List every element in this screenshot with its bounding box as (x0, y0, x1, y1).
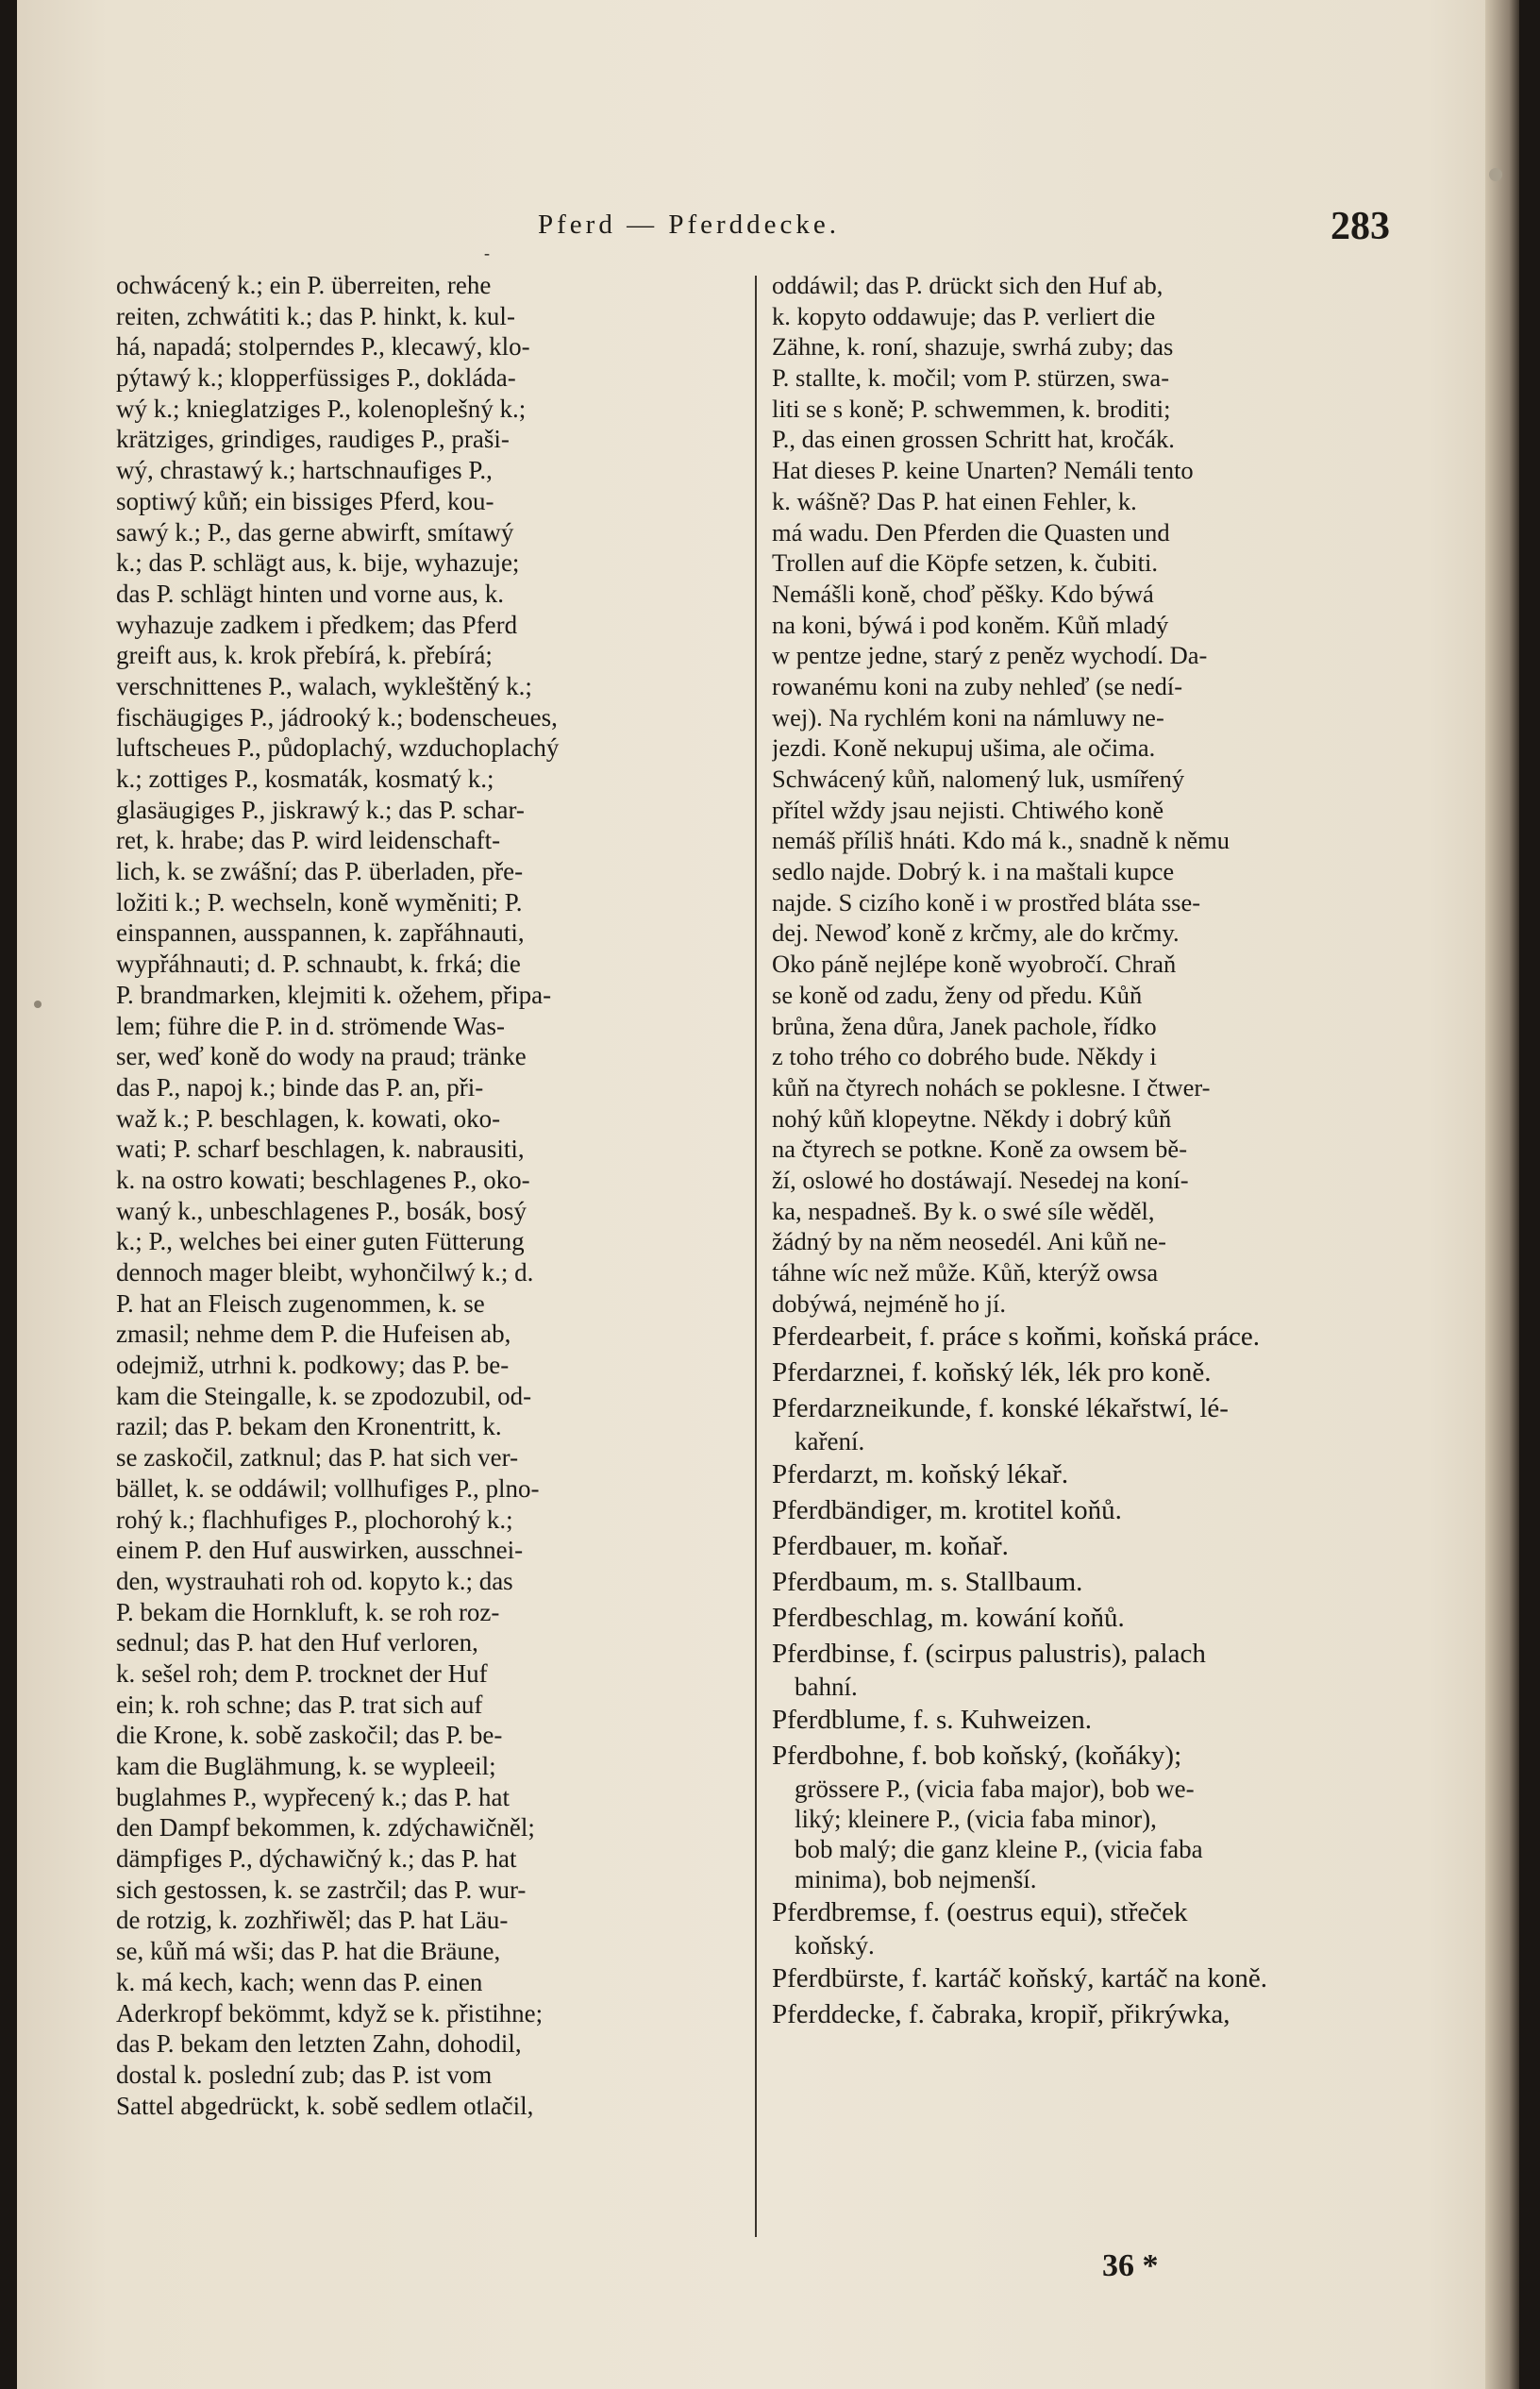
text-line: ží, oslowé ho dostáwají. Nesedej na koní- (772, 1165, 1189, 1194)
text-line: rowanému koni na zuby nehleď (se nedí- (772, 671, 1183, 700)
dictionary-entry (772, 1492, 1404, 1528)
text-line: fischäugiges P., jádrooký k.; bodenscheues, (116, 702, 558, 732)
text-line: rohý k.; flachhufiges P., plochorohý k.; (116, 1505, 513, 1534)
paper-stain (34, 1001, 42, 1008)
entry-headline: Pferdbinse, f. (scirpus palustris), palach (772, 1639, 1206, 1670)
text-line: nohý kůň klopeytne. Někdy i dobrý kůň (772, 1103, 1172, 1133)
text-line: die Krone, k. sobě zaskočil; das P. be- (116, 1721, 503, 1750)
entry-headline: Pferdbeschlag, m. kowání koňů. (772, 1603, 1125, 1634)
page-number: 283 (1331, 205, 1390, 248)
text-line: einspannen, ausspannen, k. zapřáhnauti, (116, 918, 525, 948)
text-line: Aderkropf bekömmt, když se k. přistihne; (116, 1998, 544, 2027)
text-line: k.; das P. schlägt aus, k. bije, wyhazuje; (116, 548, 520, 578)
text-line: verschnittenes P., walach, wykleštěný k.; (116, 671, 532, 700)
text-line: reiten, zchwátiti k.; das P. hinkt, k. kul- (116, 301, 515, 330)
text-line: k.; P., welches bei einer guten Fütterung (116, 1227, 525, 1256)
text-line: zmasil; nehme dem P. die Hufeisen ab, (116, 1320, 511, 1349)
entry-headline: Pferdearbeit, f. práce s koňmi, koňská práce. (772, 1321, 1260, 1353)
text-line: krätziges, grindiges, raudiges P., praši- (116, 425, 510, 454)
text-line: lem; führe die P. in d. strömende Was- (116, 1011, 506, 1040)
text-line: přítel wždy jsau nejisti. Chtiwého koně (772, 795, 1164, 824)
text-line: greift aus, k. krok přebírá, k. přebírá; (116, 641, 493, 670)
text-line: bället, k. se oddáwil; vollhufiges P., plno- (116, 1473, 540, 1503)
text-line: dobýwá, nejméně ho jí. (772, 1288, 1007, 1318)
right-column (772, 270, 1404, 2032)
text-line: soptiwý kůň; ein bissiges Pferd, kou- (116, 486, 494, 515)
text-line: P. brandmarken, klejmiti k. ožehem, připa- (116, 980, 552, 1009)
text-line: Trollen auf die Köpfe setzen, k. čubiti. (772, 548, 1158, 578)
text-line: k. kopyto oddawuje; das P. verliert die (772, 301, 1156, 330)
text-line: lich, k. se zwášní; das P. überladen, pře- (116, 857, 524, 886)
dictionary-entry (772, 1600, 1404, 1636)
text-line: sednul; das P. hat den Huf verloren, (116, 1628, 478, 1657)
entry-headline: Pferdarzneikunde, f. konské lékařstwí, lé- (772, 1393, 1229, 1424)
book-page (17, 0, 1517, 2389)
text-line: wypřáhnauti; d. P. schnaubt, k. frká; die (116, 950, 521, 979)
header-dash-mark: - (484, 244, 490, 262)
text-line: k.; zottiges P., kosmaták, kosmatý k.; (116, 765, 494, 793)
text-line: dennoch mager bleibt, wyhončilwý k.; d. (116, 1258, 534, 1287)
entry-headline: Pferddecke, f. čabraka, kropiř, přikrýwka, (772, 1999, 1230, 2030)
text-line: Zähne, k. roní, shazuje, swrhá zuby; das (772, 332, 1174, 362)
text-line: kam die Buglähmung, k. se wypleeil; (116, 1752, 496, 1780)
text-line: P. stallte, k. močil; vom P. stürzen, swa- (772, 363, 1170, 393)
text-line: sawý k.; P., das gerne abwirft, smítawý (116, 517, 514, 547)
dictionary-entry (772, 1390, 1404, 1456)
dictionary-entry (772, 1996, 1404, 2032)
running-header (17, 205, 1517, 248)
entry-continuation: liký; kleinere P., (vicia faba minor), (795, 1805, 1157, 1834)
entry-continuation: bob malý; die ganz kleine P., (vicia faba (795, 1835, 1203, 1864)
text-line: wati; P. scharf beschlagen, k. nabrausiti, (116, 1135, 525, 1164)
dictionary-entry (772, 1738, 1404, 1894)
text-line: táhne wíc než může. Kůň, kterýž owsa (772, 1258, 1159, 1287)
text-line: há, napadá; stolperndes P., klecawý, klo- (116, 332, 530, 362)
text-line: glasäugiges P., jiskrawý k.; das P. schar- (116, 795, 525, 824)
text-line: k. má kech, kach; wenn das P. einen (116, 1967, 483, 1996)
entry-headline: Pferdblume, f. s. Kuhweizen. (772, 1705, 1093, 1736)
text-line: sich gestossen, k. se zastrčil; das P. wur- (116, 1875, 527, 1904)
text-line: sedlo najde. Dobrý k. i na maštali kupce (772, 857, 1175, 886)
text-line: P. hat an Fleisch zugenommen, k. se (116, 1288, 485, 1318)
dictionary-entry (772, 1564, 1404, 1600)
text-line: Oko páně nejlépe koně wyobročí. Chraň (772, 950, 1177, 979)
entry-continuation: minima), bob nejmenší. (795, 1865, 1037, 1894)
text-line: k. wášně? Das P. hat einen Fehler, k. (772, 486, 1137, 515)
text-line: odejmiž, utrhni k. podkowy; das P. be- (116, 1351, 510, 1380)
dictionary-entry (772, 1456, 1404, 1492)
text-line: wej). Na rychlém koni na námluwy ne- (772, 702, 1164, 732)
entry-headline: Pferdbaum, m. s. Stallbaum. (772, 1567, 1083, 1598)
entry-headline: Pferdarzt, m. koňský lékař. (772, 1459, 1069, 1490)
text-line: ein; k. roh schne; das P. trat sich auf (116, 1690, 483, 1719)
text-line: buglahmes P., wypřecený k.; das P. hat (116, 1782, 510, 1811)
text-line: Sattel abgedrückt, k. sobě sedlem otlačil, (116, 2091, 534, 2120)
text-line: das P. schlägt hinten und vorne aus, k. (116, 579, 504, 608)
text-line: den Dampf bekommen, k. zdýchawičněl; (116, 1813, 535, 1842)
entry-headline: Pferdbändiger, m. krotitel koňů. (772, 1495, 1122, 1526)
entry-continuation: kaření. (795, 1427, 865, 1456)
text-line: wý, chrastawý k.; hartschnaufiges P., (116, 456, 493, 485)
left-column (116, 270, 741, 2121)
text-line: oddáwil; das P. drückt sich den Huf ab, (772, 271, 1163, 299)
entry-headline: Pferdbohne, f. bob koňský, (koňáky); (772, 1741, 1182, 1772)
text-line: waný k., unbeschlagenes P., bosák, bosý (116, 1196, 527, 1225)
text-line: Hat dieses P. keine Unarten? Nemáli tento (772, 456, 1194, 485)
running-title: Pferd — Pferddecke. (538, 210, 840, 240)
column-divider (755, 276, 757, 2237)
text-line: ložiti k.; P. wechseln, koně wyměniti; P. (116, 887, 523, 917)
text-line: pýtawý k.; klopperfüssiges P., dokláda- (116, 363, 516, 393)
text-line: wyhazuje zadkem i předkem; das Pferd (116, 610, 518, 639)
text-line: P., das einen grossen Schritt hat, kročák. (772, 425, 1175, 454)
dictionary-entry (772, 1636, 1404, 1702)
entry-continuation: bahní. (795, 1673, 858, 1702)
paper-stain (1489, 168, 1502, 181)
entry-headline: Pferdbauer, m. koňař. (772, 1531, 1009, 1562)
text-line: das P., napoj k.; binde das P. an, při- (116, 1072, 484, 1102)
text-line: de rotzig, k. zozhřiwěl; das P. hat Läu- (116, 1906, 509, 1935)
text-line: k. na ostro kowati; beschlagenes P., oko- (116, 1165, 530, 1194)
text-line: se, kůň má wši; das P. hat die Bräune, (116, 1937, 501, 1966)
text-line: wý k.; knieglatziges P., kolenoplešný k.; (116, 394, 527, 423)
text-line: ret, k. hrabe; das P. wird leidenschaft- (116, 826, 501, 855)
text-line: Schwácený kůň, nalomený luk, usmířený (772, 765, 1185, 793)
text-line: k. sešel roh; dem P. trocknet der Huf (116, 1658, 488, 1688)
text-line: dej. Newoď koně z krčmy, ale do krčmy. (772, 918, 1180, 948)
signature-mark: 36 * (1102, 2248, 1159, 2283)
text-line: liti se s koně; P. schwemmen, k. broditi; (772, 394, 1171, 423)
text-line: w pentze jedne, starý z peněz wychodí. Da- (772, 641, 1208, 670)
text-line: den, wystrauhati roh od. kopyto k.; das (116, 1566, 513, 1595)
text-line: z toho trého co dobrého bude. Někdy i (772, 1042, 1157, 1071)
dictionary-entry (772, 1354, 1404, 1390)
text-line: nemáš příliš hnáti. Kdo má k., snadně k němu (772, 826, 1230, 855)
text-line: má wadu. Den Pferden die Quasten und (772, 517, 1170, 547)
proverbs-block (772, 270, 1404, 1319)
dictionary-entry (772, 1894, 1404, 1960)
text-line: na čtyrech se potkne. Koně za owsem bě- (772, 1135, 1188, 1164)
text-line: einem P. den Huf auswirken, ausschnei- (116, 1536, 524, 1565)
text-line: najde. S cizího koně i w prostřed bláta sse- (772, 887, 1201, 917)
text-line: Nemášli koně, choď pěšky. Kdo býwá (772, 579, 1154, 608)
text-line: razil; das P. bekam den Kronentritt, k. (116, 1412, 502, 1441)
entry-headline: Pferdbremse, f. (oestrus equi), střeček (772, 1897, 1188, 1928)
text-line: žádný by na něm neosedél. Ani kůň ne- (772, 1227, 1166, 1256)
text-line: jezdi. Koně nekupuj ušima, ale očima. (772, 733, 1156, 763)
text-line: ochwácený k.; ein P. überreiten, rehe (116, 271, 492, 299)
entry-headline: Pferdarznei, f. koňský lék, lék pro koně. (772, 1357, 1212, 1388)
text-line: ser, weď koně do wody na praud; tränke (116, 1042, 527, 1071)
dictionary-entry (772, 1319, 1404, 1354)
dictionary-entries (772, 1319, 1404, 2032)
text-line: kůň na čtyrech nohách se poklesne. I čtwer- (772, 1072, 1211, 1102)
entry-continuation: koňský. (795, 1931, 875, 1960)
page-spine-shadow (1485, 0, 1519, 2389)
text-line: na koni, býwá i pod koněm. Kůň mladý (772, 610, 1169, 639)
text-line: kam die Steingalle, k. se zpodozubil, od- (116, 1381, 532, 1410)
text-line: waž k.; P. beschlagen, k. kowati, oko- (116, 1103, 501, 1133)
text-line: P. bekam die Hornkluft, k. se roh roz- (116, 1597, 500, 1626)
entry-headline: Pferdbürste, f. kartáč koňský, kartáč na koně. (772, 1963, 1268, 1994)
dictionary-entry (772, 1960, 1404, 1996)
text-line: ka, nespadneš. By k. o swé síle wěděl, (772, 1196, 1155, 1225)
text-line: dämpfiges P., dýchawičný k.; das P. hat (116, 1844, 517, 1874)
text-line: brůna, žena důra, Janek pachole, řídko (772, 1011, 1157, 1040)
text-line: se koně od zadu, ženy od předu. Kůň (772, 980, 1143, 1009)
entry-continuation: grössere P., (vicia faba major), bob we- (795, 1775, 1195, 1804)
text-line: se zaskočil, zatknul; das P. hat sich ver- (116, 1443, 519, 1472)
dictionary-entry (772, 1528, 1404, 1564)
text-line: das P. bekam den letzten Zahn, dohodil, (116, 2029, 522, 2059)
text-line: luftscheues P., půdoplachý, wzduchoplachý (116, 733, 560, 763)
dictionary-entry (772, 1702, 1404, 1738)
text-line: dostal k. poslední zub; das P. ist vom (116, 2060, 493, 2089)
